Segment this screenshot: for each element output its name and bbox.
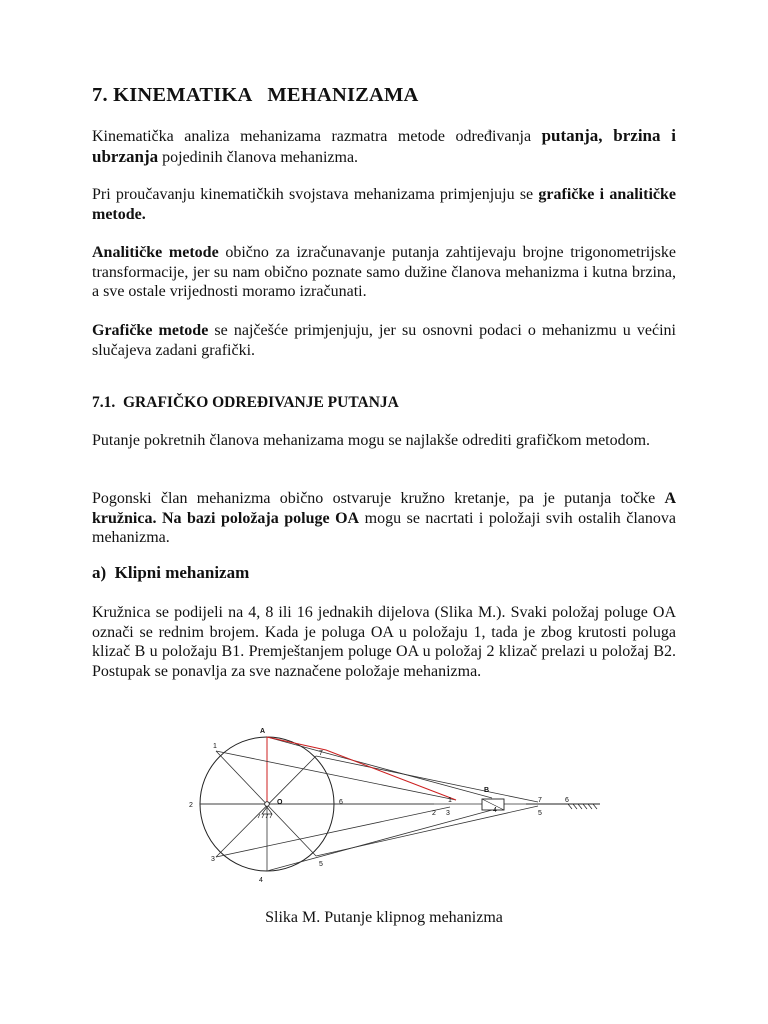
paragraph-graphic-text: se najčešće primjenjuju, jer su osnovni podaci o mehanizmu u većini slučajeva zadani grafički. (92, 322, 676, 359)
paragraph-methods-bold: grafičke i analitičke metode. (92, 186, 676, 223)
paragraph-intro (92, 126, 676, 167)
rod-position-7 (316, 756, 538, 802)
paragraph-drive-bold: A kružnica. Na bazi položaja poluge OA (92, 490, 676, 527)
paragraph-intro-bold: putanja, brzina i ubrzanja (92, 126, 676, 166)
slider-label-6: 6 (565, 797, 569, 804)
paragraph-paths: Putanje pokretnih članova mehanizama mogu se najlakše odrediti grafičkom metodom. (92, 432, 651, 449)
circle-label-1: 1 (213, 743, 217, 750)
paragraph-graphic (92, 321, 676, 360)
rod-position-1 (216, 751, 456, 800)
circle-label-2: 2 (189, 802, 193, 809)
rod-position-5 (316, 806, 538, 856)
label-o: O (277, 799, 283, 806)
label-a: A (260, 728, 266, 735)
label-b: B (484, 787, 490, 794)
slider-crank-diagram (176, 718, 606, 888)
circle-label-7: 7 (319, 750, 323, 757)
slider-label-1: 1 (448, 797, 452, 804)
slider-label-5: 5 (538, 810, 542, 817)
circle-label-3: 3 (211, 856, 215, 863)
guide-hatching (568, 804, 597, 809)
paragraph-analytic-text: obično za izračunavanje putanja zahtijevaju brojne trigonometrijske transformacije, jer su nam obično poznate samo dužine članova mehanizma i kutna brzina, a sve ostale vrijednosti moramo izračunati. (92, 244, 676, 300)
paragraph-graphic-bold: Grafičke metode (92, 322, 209, 339)
paragraph-methods (92, 185, 676, 224)
paragraph-procedure: Kružnica se podijeli na 4, 8 ili 16 jednakih dijelova (Slika M.). Svaki položaj poluge OA označi se rednim brojem. Kada je poluga OA u položaju 1, tada je zbog krutosti poluga klizač B u položaju B1. Premještanjem poluge OA u položaj 2 klizač prelazi u položaj B2. Postupak se ponavlja za sve naznačene položaje mehanizma. (92, 604, 676, 680)
slider-label-4: 4 (493, 807, 497, 814)
section-heading: 7.1. GRAFIČKO ODREĐIVANJE PUTANJA (92, 394, 399, 411)
slider-label-7: 7 (538, 797, 542, 804)
connecting-rod-ab-red (267, 737, 456, 800)
paragraph-intro-text-1: Kinematička analiza mehanizama razmatra metode određivanja (92, 128, 542, 145)
paragraph-drive-text-2: mogu se nacrtati i položaji svih ostalih članova mehanizma. (92, 509, 677, 546)
circle-label-4: 4 (259, 877, 263, 884)
circle-label-6: 6 (339, 799, 343, 806)
rod-position-a (267, 737, 492, 798)
paragraph-analytic (92, 243, 676, 302)
figure-caption: Slika M. Putanje klipnog mehanizma (265, 909, 503, 926)
paragraph-intro-text-2: pojedinih članova mehanizma. (158, 148, 359, 166)
slider-label-3: 3 (446, 810, 450, 817)
paragraph-methods-text: Pri proučavanju kinematičkih svojstava mehanizama primjenjuju se (92, 186, 539, 203)
paragraph-drive (92, 489, 676, 548)
chapter-heading: 7. KINEMATIKA MEHANIZAMA (92, 84, 419, 106)
pivot-hatching (258, 814, 272, 818)
paragraph-drive-text-1: Pogonski član mehanizma obično ostvaruje kružno kretanje, pa je putanja točke (92, 490, 665, 507)
circle-label-5: 5 (319, 861, 323, 868)
slider-label-2: 2 (432, 810, 436, 817)
pivot-o (265, 802, 270, 807)
subheading: a) Klipni mehanizam (92, 563, 250, 582)
paragraph-analytic-bold: Analitičke metode (92, 244, 219, 261)
